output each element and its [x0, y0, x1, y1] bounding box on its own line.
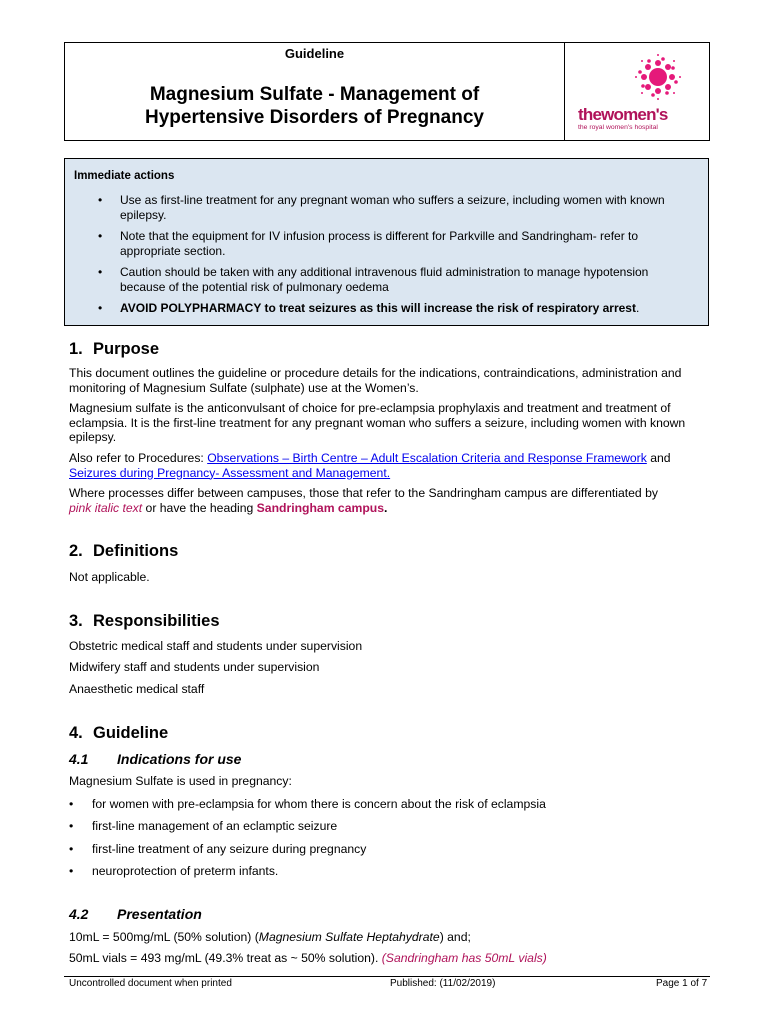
document-type-label: Guideline — [284, 46, 345, 61]
footer-page-number: Page 1 of 7 — [656, 978, 708, 989]
action-item: • Note that the equipment for IV infusion process is different for Parkville and Sandringham- refer to appropriate section. — [98, 229, 639, 258]
flower-icon — [572, 51, 704, 105]
bullet-icon: • — [98, 265, 103, 279]
section-heading-guideline: 4. Guideline — [69, 724, 169, 742]
bullet-icon: • — [69, 797, 74, 811]
document-title — [65, 83, 564, 129]
footer-divider — [64, 976, 710, 977]
logo-wordmark: thewomen's — [578, 105, 668, 124]
responsibility-item: Obstetric medical staff and students under supervision — [69, 639, 363, 653]
subsection-heading-indications: 4.1 Indications for use — [69, 751, 242, 767]
indications-intro: Magnesium Sulfate is used in pregnancy: — [69, 774, 292, 788]
bullet-icon: • — [98, 193, 103, 207]
footer-published: Published: (11/02/2019) — [390, 978, 496, 989]
definitions-text: Not applicable. — [69, 570, 150, 584]
document-header — [64, 42, 710, 141]
indication-item: • neuroprotection of preterm infants. — [69, 864, 279, 878]
title-line-1: Magnesium Sulfate - Management of — [149, 84, 480, 105]
bullet-icon: • — [69, 819, 74, 833]
header-title-cell — [65, 43, 565, 140]
purpose-paragraph-campus: Where processes differ between campuses, those that refer to the Sandringham campus are differentiated by pink italic text or have the heading Sandringham campus. — [69, 486, 658, 515]
footer-uncontrolled: Uncontrolled document when printed — [69, 978, 232, 989]
purpose-paragraph-1: This document outlines the guideline or procedure details for the indications, contraindications, administration and monitoring of Magnesium Sulfate (sulphate) use at the Women’s. — [69, 366, 682, 395]
bullet-icon: • — [98, 301, 103, 315]
bullet-icon: • — [69, 864, 74, 878]
action-item: • AVOID POLYPHARMACY to treat seizures as this will increase the risk of respiratory arrest. — [98, 301, 640, 315]
section-heading-purpose: 1. Purpose — [69, 340, 160, 358]
link-seizures-pregnancy[interactable]: Seizures during Pregnancy- Assessment and Management. — [69, 465, 391, 480]
section-heading-responsibilities: 3. Responsibilities — [69, 612, 220, 630]
logo-subtitle: the royal women's hospital — [578, 124, 658, 131]
indication-item: • for women with pre-eclampsia for whom there is concern about the risk of eclampsia — [69, 797, 546, 811]
subsection-heading-presentation: 4.2 Presentation — [69, 906, 202, 922]
immediate-actions-title: Immediate actions — [74, 170, 175, 182]
responsibility-item: Anaesthetic medical staff — [69, 682, 205, 696]
purpose-references: Also refer to Procedures: Observations – Birth Centre – Adult Escalation Criteria and Response Framework and Seizures during Pregnancy- Assessment and Management. — [69, 451, 671, 480]
section-heading-definitions: 2. Definitions — [69, 542, 179, 560]
indication-item: • first-line treatment of any seizure during pregnancy — [69, 842, 367, 856]
action-item: • Use as first-line treatment for any pregnant woman who suffers a seizure, including women with known epilepsy. — [98, 193, 665, 222]
presentation-line-2: 50mL vials = 493 mg/mL (49.3% treat as ~ 50% solution). (Sandringham has 50mL vials) — [69, 951, 547, 965]
title-line-2: Hypertensive Disorders of Pregnancy — [145, 107, 484, 128]
presentation-line-1: 10mL = 500mg/mL (50% solution) (Magnesium Sulfate Heptahydrate) and; — [69, 930, 471, 944]
immediate-actions-box — [64, 158, 709, 326]
responsibility-item: Midwifery staff and students under supervision — [69, 660, 320, 674]
bullet-icon: • — [69, 842, 74, 856]
bullet-icon: • — [98, 229, 103, 243]
link-observations-escalation[interactable]: Observations – Birth Centre – Adult Escalation Criteria and Response Framework — [207, 451, 647, 465]
action-item: • Caution should be taken with any additional intravenous fluid administration to manage hypotension because of the potential risk of pulmonary oedema — [98, 265, 649, 294]
hospital-logo — [572, 51, 704, 131]
purpose-paragraph-2: Magnesium sulfate is the anticonvulsant of choice for pre-eclampsia prophylaxis and treatment and treatment of eclampsia. It is the first-line treatment for any pregnant woman who suffers a seizure, including women with known epilepsy. — [69, 401, 686, 444]
indication-item: • first-line management of an eclamptic seizure — [69, 819, 338, 833]
